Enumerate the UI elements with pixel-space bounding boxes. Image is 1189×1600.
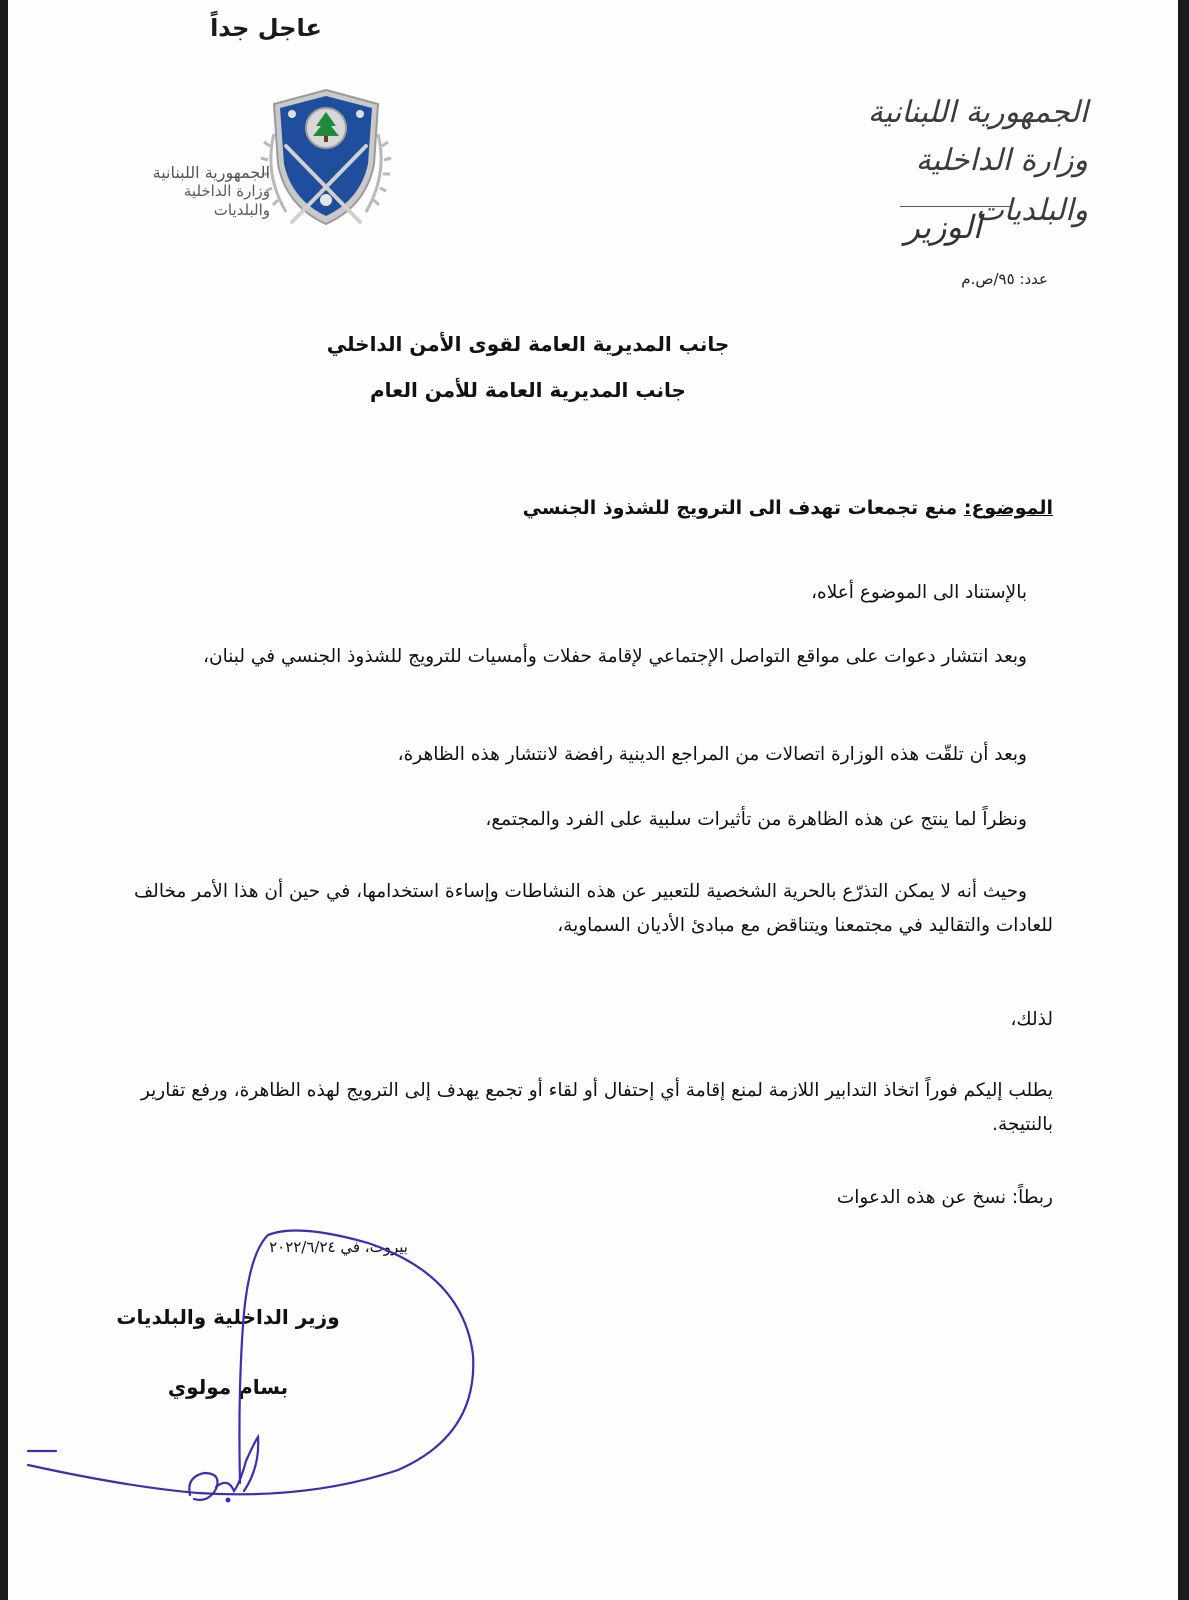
subject-text: منع تجمعات تهدف الى الترويج للشذوذ الجنسي (522, 497, 964, 519)
signatory-title: وزير الداخلية والبلديات (116, 1305, 340, 1329)
paragraph-reference: بالإستناد الى الموضوع أعلاه، (811, 582, 1027, 603)
logo-caption-municipalities: والبلديات (213, 201, 270, 219)
reference-number: عدد: ٩٥/ص.م (961, 270, 1048, 288)
handwritten-signature (8, 1215, 508, 1515)
paragraph-negative-effects: ونظراً لما ينتج عن هذه الظاهرة من تأثيرات سلبية على الفرد والمجتمع، (485, 809, 1027, 830)
logo-caption-republic: الجمهورية اللبنانية (152, 163, 270, 182)
subject-line (388, 497, 1053, 519)
paragraph-therefore: لذلك، (1010, 1009, 1053, 1030)
letterhead-republic: الجمهورية اللبنانية (867, 95, 1088, 130)
addressee-general-security: جانب المديرية العامة للأمن العام (370, 378, 686, 402)
logo-caption (118, 163, 270, 220)
urgency-label: عاجل جداً (210, 14, 322, 42)
paragraph-request: يطلب إليكم فوراً اتخاذ التدابير اللازمة لمنع إقامة أي إحتفال أو لقاء أو تجمع يهدف إلى الترويج لهذه الظاهرة، ورفع تقارير بالنتيجة. (140, 1080, 1053, 1135)
paragraph-invitations: وبعد انتشار دعوات على مواقع التواصل الإجتماعي لإقامة حفلات وأمسيات للترويج للشذوذ الجنسي في لبنان، (203, 646, 1027, 667)
letterhead-minister: الوزير (904, 208, 982, 246)
subject-label: الموضوع: (963, 497, 1053, 519)
paragraph-religious-authorities: وبعد أن تلقّت هذه الوزارة اتصالات من المراجع الدينية رافضة لانتشار هذه الظاهرة، (397, 744, 1027, 765)
logo-caption-ministry: وزارة الداخلية (183, 182, 270, 200)
paragraph-attachments: ربطاً: نسخ عن هذه الدعوات (836, 1187, 1053, 1208)
signatory-name: بسام مولوي (167, 1375, 289, 1399)
paragraph-personal-freedom: وحيث أنه لا يمكن التذرّع بالحرية الشخصية للتعبير عن هذه النشاطات وإساءة استخدامها، في حين أن هذا الأمر مخالف للعادات والتقاليد في مجتمعنا ويتناقض مع مبادئ الأديان السماوية، (134, 881, 1053, 936)
letterhead-ministry: وزارة الداخلية والبلديات (915, 143, 1088, 228)
date-line: بيروت، في ٢٠٢٢/٦/٢٤ (269, 1238, 408, 1256)
ministry-shield-icon (256, 84, 396, 234)
letterhead-divider (900, 206, 1010, 207)
document-page (8, 0, 1178, 1600)
addressee-internal-security: جانب المديرية العامة لقوى الأمن الداخلي (326, 332, 730, 356)
